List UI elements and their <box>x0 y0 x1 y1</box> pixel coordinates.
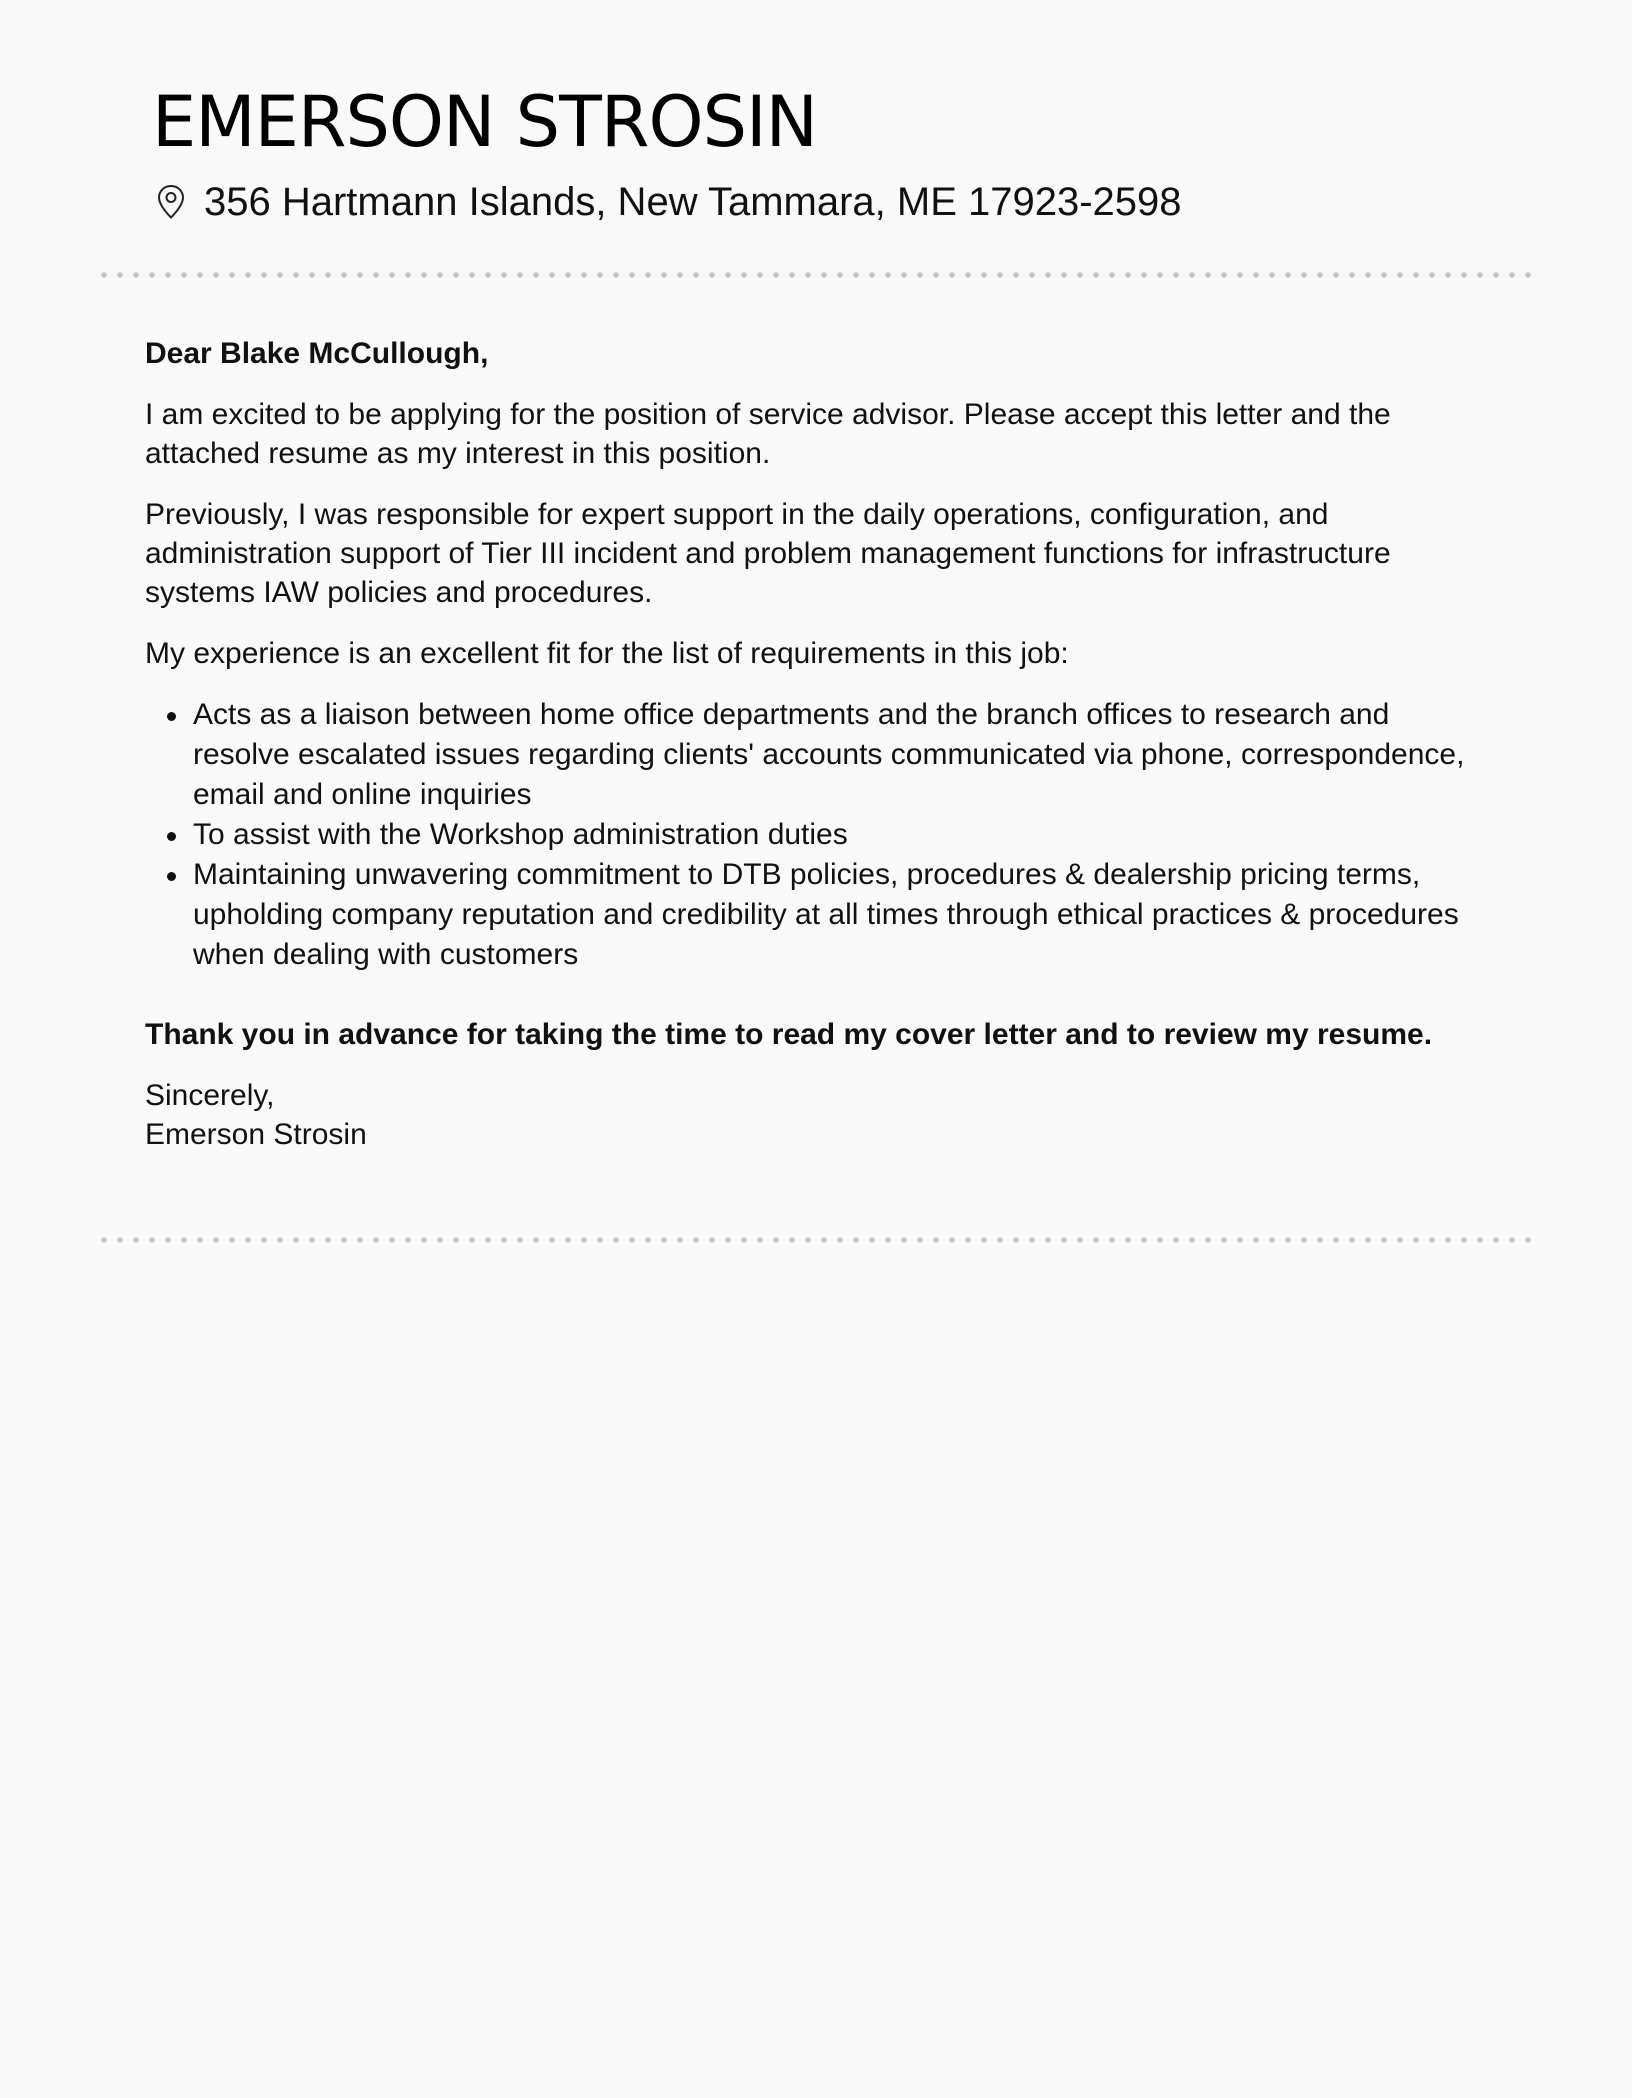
list-item: Acts as a liaison between home office departments and the branch offices to research and resolve escalated issues regarding clients' accounts communicated via phone, correspondence, email and online inquiries <box>145 695 1485 815</box>
letter-header <box>152 74 1512 228</box>
salutation: Dear Blake McCullough, <box>145 337 489 370</box>
list-item: To assist with the Workshop administration duties <box>145 815 1485 855</box>
experience-paragraph: Previously, I was responsible for expert support in the daily operations, configuration, and administration support of Tier III incident and problem management functions for infrastructure systems IAW policies and procedures. <box>145 498 1391 609</box>
map-pin-icon <box>156 184 186 220</box>
address-row <box>152 176 1512 228</box>
top-dotted-divider <box>96 272 1536 278</box>
sign-off: Sincerely, <box>145 1079 275 1112</box>
signature: Emerson Strosin <box>145 1118 367 1151</box>
applicant-name: EMERSON STROSIN <box>152 81 818 163</box>
intro-paragraph: I am excited to be applying for the position of service advisor. Please accept this letter and the attached resume as my interest in this position. <box>145 398 1391 470</box>
requirements-list <box>145 695 1485 975</box>
requirements-intro: My experience is an excellent fit for the list of requirements in this job: <box>145 637 1069 670</box>
bottom-dotted-divider <box>96 1237 1536 1243</box>
closing-statement: Thank you in advance for taking the time to read my cover letter and to review my resume. <box>145 1018 1433 1051</box>
applicant-address: 356 Hartmann Islands, New Tammara, ME 17923-2598 <box>204 180 1182 224</box>
list-item: Maintaining unwavering commitment to DTB policies, procedures & dealership pricing terms, upholding company reputation and credibility at all times through ethical practices & procedures when dealing with customers <box>145 855 1485 975</box>
letter-body <box>145 334 1485 1154</box>
